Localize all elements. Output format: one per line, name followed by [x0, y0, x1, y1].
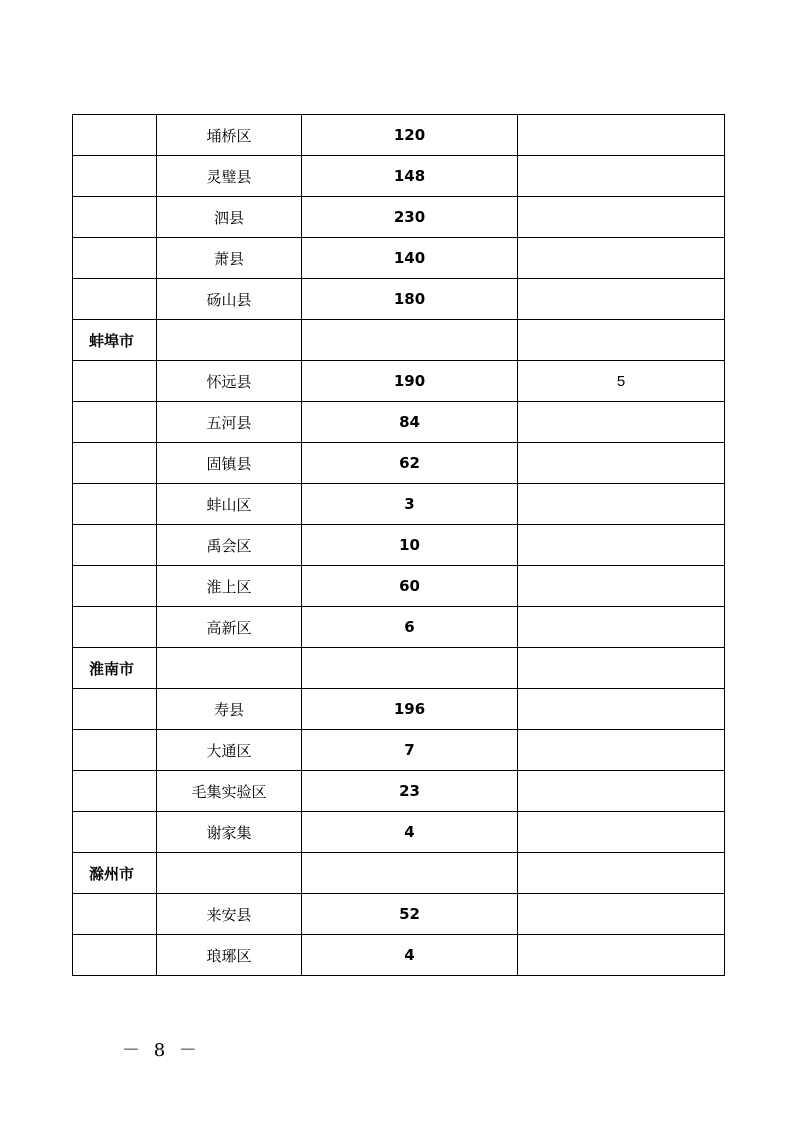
- extra-cell: [518, 894, 725, 935]
- count-cell: 7: [302, 730, 518, 771]
- extra-cell: [518, 197, 725, 238]
- table-row: [73, 484, 725, 525]
- city-cell: [73, 443, 157, 484]
- count-cell: [302, 320, 518, 361]
- county-cell: 来安县: [157, 894, 302, 935]
- table-row: [73, 279, 725, 320]
- county-cell: [157, 648, 302, 689]
- city-cell: 蚌埠市: [73, 320, 157, 361]
- extra-cell: [518, 402, 725, 443]
- county-cell: 灵璧县: [157, 156, 302, 197]
- table-row: [73, 197, 725, 238]
- table-row: [73, 361, 725, 402]
- table-row: [73, 771, 725, 812]
- city-cell: [73, 525, 157, 566]
- count-cell: 52: [302, 894, 518, 935]
- count-cell: 180: [302, 279, 518, 320]
- county-cell: 怀远县: [157, 361, 302, 402]
- table-row: [73, 894, 725, 935]
- city-cell: [73, 689, 157, 730]
- county-cell: [157, 320, 302, 361]
- city-cell: [73, 484, 157, 525]
- table-row: [73, 853, 725, 894]
- county-cell: 固镇县: [157, 443, 302, 484]
- county-cell: 砀山县: [157, 279, 302, 320]
- county-cell: 大通区: [157, 730, 302, 771]
- extra-cell: [518, 484, 725, 525]
- county-cell: 泗县: [157, 197, 302, 238]
- page-number: － 8 －: [122, 1040, 201, 1061]
- count-cell: 23: [302, 771, 518, 812]
- county-cell: 高新区: [157, 607, 302, 648]
- table-row: [73, 812, 725, 853]
- count-cell: [302, 853, 518, 894]
- count-cell: 140: [302, 238, 518, 279]
- count-cell: 62: [302, 443, 518, 484]
- city-cell: [73, 402, 157, 443]
- count-cell: 3: [302, 484, 518, 525]
- table-row: [73, 566, 725, 607]
- county-cell: 埇桥区: [157, 115, 302, 156]
- table-row: [73, 648, 725, 689]
- count-cell: 60: [302, 566, 518, 607]
- table-row: [73, 607, 725, 648]
- count-cell: 6: [302, 607, 518, 648]
- count-cell: 84: [302, 402, 518, 443]
- city-cell: [73, 115, 157, 156]
- table-row: [73, 320, 725, 361]
- extra-cell: [518, 238, 725, 279]
- county-cell: 淮上区: [157, 566, 302, 607]
- county-cell: 蚌山区: [157, 484, 302, 525]
- extra-cell: [518, 320, 725, 361]
- city-cell: 淮南市: [73, 648, 157, 689]
- city-cell: [73, 197, 157, 238]
- county-cell: 寿县: [157, 689, 302, 730]
- extra-cell: [518, 935, 725, 976]
- extra-cell: [518, 812, 725, 853]
- count-cell: 10: [302, 525, 518, 566]
- extra-cell: [518, 771, 725, 812]
- extra-cell: [518, 525, 725, 566]
- extra-cell: [518, 648, 725, 689]
- city-cell: [73, 812, 157, 853]
- count-cell: 148: [302, 156, 518, 197]
- city-cell: [73, 238, 157, 279]
- city-cell: [73, 156, 157, 197]
- city-cell: [73, 361, 157, 402]
- table-row: [73, 402, 725, 443]
- extra-cell: [518, 730, 725, 771]
- count-cell: 196: [302, 689, 518, 730]
- city-cell: [73, 935, 157, 976]
- table-row: [73, 689, 725, 730]
- county-cell: 毛集实验区: [157, 771, 302, 812]
- city-cell: [73, 730, 157, 771]
- county-cell: [157, 853, 302, 894]
- city-cell: [73, 566, 157, 607]
- extra-cell: [518, 279, 725, 320]
- table-row: [73, 730, 725, 771]
- table-row: [73, 156, 725, 197]
- extra-cell: [518, 607, 725, 648]
- table-row: [73, 525, 725, 566]
- county-cell: 琅琊区: [157, 935, 302, 976]
- count-cell: 120: [302, 115, 518, 156]
- table-row: [73, 115, 725, 156]
- extra-cell: [518, 566, 725, 607]
- table-row: [73, 238, 725, 279]
- count-cell: [302, 648, 518, 689]
- extra-cell: [518, 156, 725, 197]
- count-cell: 190: [302, 361, 518, 402]
- table-row: [73, 935, 725, 976]
- extra-cell: [518, 443, 725, 484]
- county-cell: 五河县: [157, 402, 302, 443]
- table-row: [73, 443, 725, 484]
- data-table: [72, 114, 725, 976]
- count-cell: 4: [302, 935, 518, 976]
- county-cell: 萧县: [157, 238, 302, 279]
- extra-cell: 5: [518, 361, 725, 402]
- county-cell: 谢家集: [157, 812, 302, 853]
- city-cell: [73, 279, 157, 320]
- city-cell: [73, 894, 157, 935]
- city-cell: 滁州市: [73, 853, 157, 894]
- table-body: [73, 115, 725, 976]
- city-cell: [73, 771, 157, 812]
- city-cell: [73, 607, 157, 648]
- extra-cell: [518, 853, 725, 894]
- count-cell: 230: [302, 197, 518, 238]
- count-cell: 4: [302, 812, 518, 853]
- county-cell: 禹会区: [157, 525, 302, 566]
- extra-cell: [518, 115, 725, 156]
- extra-cell: [518, 689, 725, 730]
